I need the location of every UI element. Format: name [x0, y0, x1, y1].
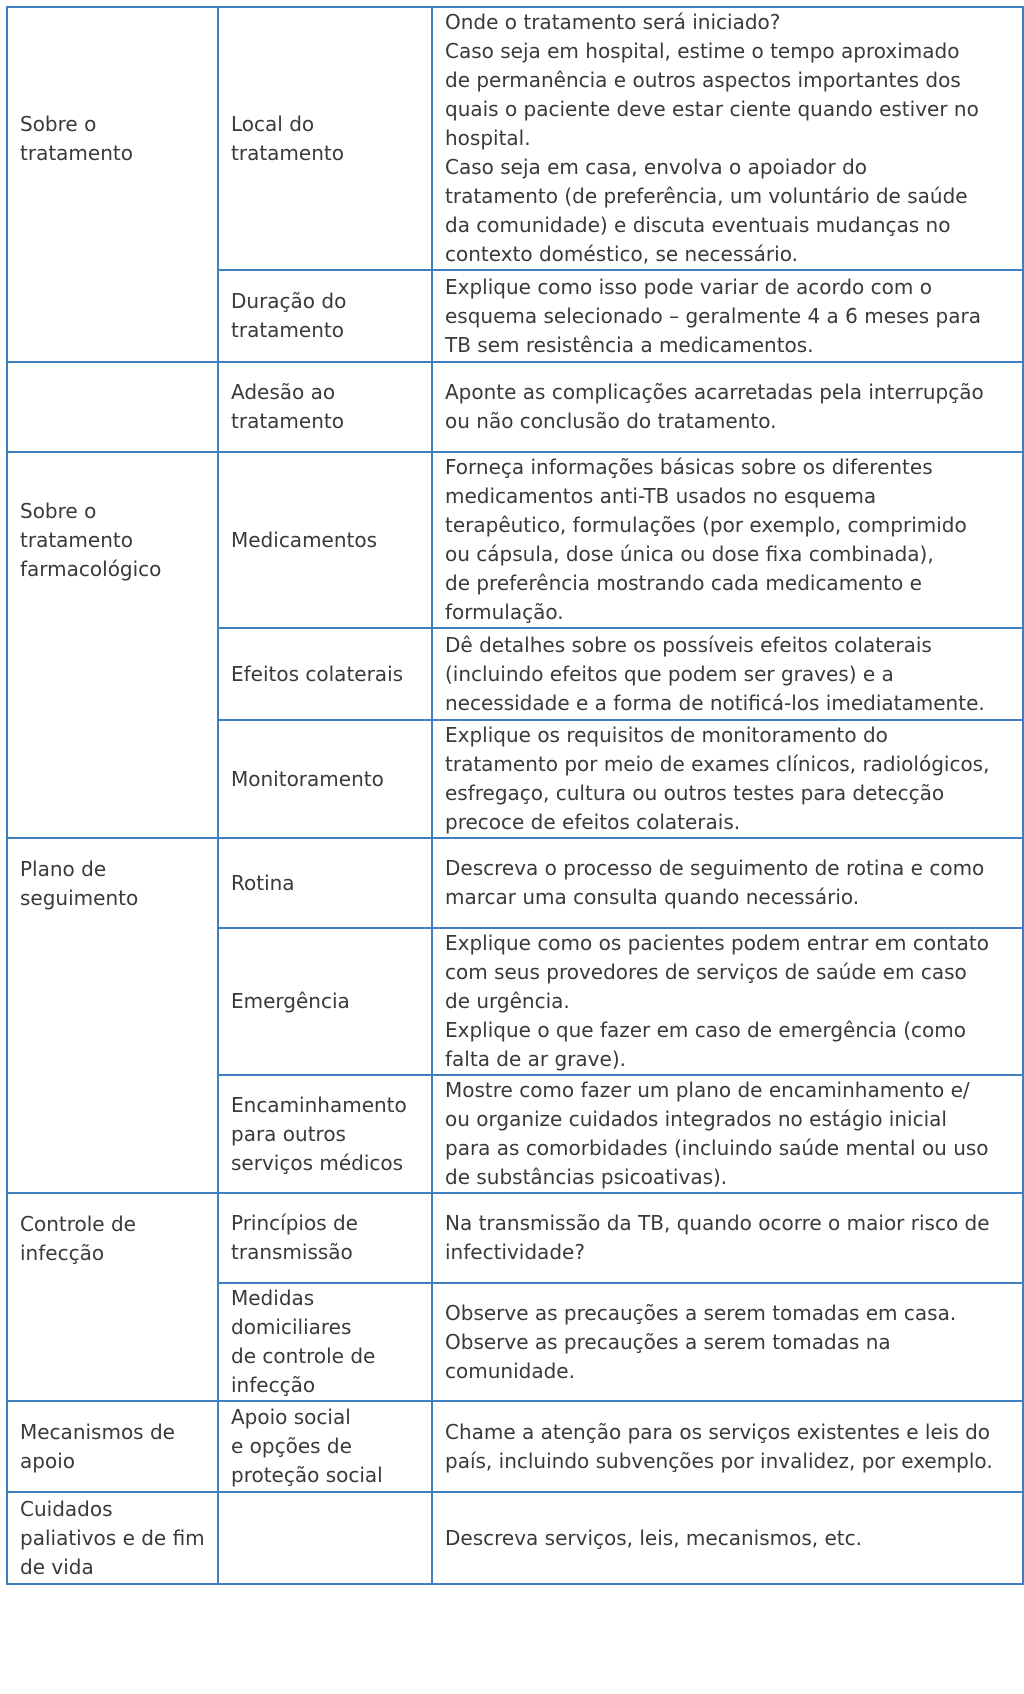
description-cell	[432, 720, 1023, 838]
description-line: hospital.	[445, 126, 531, 150]
subtopic-line: Duração do	[231, 289, 347, 313]
description-line: com seus provedores de serviços de saúde em caso	[445, 960, 967, 984]
topic-cell	[7, 928, 218, 1075]
description-line: Explique os requisitos de monitoramento do	[445, 723, 888, 747]
topic-line: Sobre o	[20, 499, 97, 523]
table-row	[7, 1492, 1023, 1584]
description-line: falta de ar grave).	[445, 1047, 626, 1071]
subtopic-cell	[218, 7, 432, 270]
subtopic-cell	[218, 1075, 432, 1193]
subtopic-line: Medicamentos	[231, 527, 378, 552]
description-line: terapêutico, formulações (por exemplo, comprimido	[445, 513, 967, 537]
topic-line: tratamento	[20, 141, 133, 165]
table-row	[7, 362, 1023, 452]
description-cell	[432, 1283, 1023, 1401]
table-row	[7, 452, 1023, 628]
subtopic-cell	[218, 1193, 432, 1283]
description-line: Explique como os pacientes podem entrar em contato	[445, 931, 989, 955]
topic-line: tratamento	[20, 528, 133, 552]
description-cell	[432, 1492, 1023, 1584]
description-line: de urgência.	[445, 989, 570, 1013]
topic-cell	[7, 1075, 218, 1193]
subtopic-line: Rotina	[231, 870, 295, 895]
subtopic-cell	[218, 838, 432, 928]
topic-line: paliativos e de fim	[20, 1525, 205, 1550]
topic-line: seguimento	[20, 885, 139, 910]
table-row	[7, 928, 1023, 1075]
subtopic-line: Adesão ao	[231, 380, 336, 404]
topic-cell	[7, 452, 218, 628]
description-line: Aponte as complicações acarretadas pela interrupção	[445, 380, 984, 404]
topic-line: Mecanismos de	[20, 1419, 175, 1444]
description-line: quais o paciente deve estar ciente quando estiver no	[445, 97, 979, 121]
description-cell	[432, 452, 1023, 628]
table-row	[7, 1401, 1023, 1492]
description-line: Na transmissão da TB, quando ocorre o maior risco de	[445, 1211, 990, 1235]
description-line: (incluindo efeitos que podem ser graves) e a	[445, 661, 894, 686]
description-cell	[432, 1401, 1023, 1492]
description-line: necessidade e a forma de notificá-los imediatamente.	[445, 690, 985, 715]
table-row	[7, 1193, 1023, 1283]
description-line: tratamento por meio de exames clínicos, radiológicos,	[445, 752, 990, 776]
table-row	[7, 838, 1023, 928]
description-line: esquema selecionado – geralmente 4 a 6 meses para	[445, 303, 981, 328]
description-cell	[432, 270, 1023, 362]
topic-cell	[7, 270, 218, 362]
description-line: Explique o que fazer em caso de emergência (como	[445, 1018, 966, 1042]
description-line: de preferência mostrando cada medicamento e	[445, 571, 922, 595]
topic-line: Cuidados	[20, 1496, 113, 1521]
description-line: esfregaço, cultura ou outros testes para detecção	[445, 781, 945, 805]
subtopic-cell	[218, 720, 432, 838]
subtopic-line: Monitoramento	[231, 766, 384, 791]
subtopic-line: infecção	[231, 1373, 316, 1397]
description-line: Observe as precauções a serem tomadas em casa.	[445, 1300, 957, 1325]
description-line: Mostre como fazer um plano de encaminhamento e/	[445, 1078, 970, 1102]
subtopic-line: serviços médicos	[231, 1150, 404, 1175]
subtopic-cell	[218, 928, 432, 1075]
subtopic-cell	[218, 452, 432, 628]
description-line: comunidade.	[445, 1358, 575, 1383]
description-line: para as comorbidades (incluindo saúde mental ou uso	[445, 1136, 989, 1160]
topic-cell	[7, 1401, 218, 1492]
subtopic-cell	[218, 1283, 432, 1401]
subtopic-cell	[218, 1401, 432, 1492]
subtopic-line: tratamento	[231, 318, 344, 342]
subtopic-line: de controle de	[231, 1344, 376, 1368]
subtopic-line: Apoio social	[231, 1405, 351, 1429]
subtopic-line: domiciliares	[231, 1315, 352, 1339]
description-line: precoce de efeitos colaterais.	[445, 810, 741, 834]
description-cell	[432, 362, 1023, 452]
description-line: Forneça informações básicas sobre os diferentes	[445, 455, 933, 479]
subtopic-cell	[218, 628, 432, 720]
description-cell	[432, 928, 1023, 1075]
description-line: ou organize cuidados integrados no estágio inicial	[445, 1107, 947, 1131]
description-line: da comunidade) e discuta eventuais mudanças no	[445, 213, 951, 237]
description-cell	[432, 1075, 1023, 1193]
topic-line: Plano de	[20, 856, 107, 881]
topic-cell	[7, 1492, 218, 1584]
table-row	[7, 1075, 1023, 1193]
description-line: Onde o tratamento será iniciado?	[445, 10, 781, 34]
description-cell	[432, 628, 1023, 720]
topic-cell	[7, 1283, 218, 1401]
topic-line: infecção	[20, 1240, 105, 1265]
subtopic-line: proteção social	[231, 1463, 383, 1487]
description-line: de permanência e outros aspectos importantes dos	[445, 68, 961, 92]
description-cell	[432, 1193, 1023, 1283]
subtopic-line: tratamento	[231, 140, 344, 165]
topic-cell	[7, 7, 218, 270]
subtopic-line: Encaminhamento	[231, 1092, 407, 1117]
subtopic-line: tratamento	[231, 409, 344, 433]
description-line: infectividade?	[445, 1240, 585, 1264]
description-line: Observe as precauções a serem tomadas na	[445, 1329, 891, 1354]
subtopic-cell	[218, 1492, 432, 1584]
description-line: Caso seja em casa, envolva o apoiador do	[445, 155, 868, 179]
description-cell	[432, 838, 1023, 928]
description-line: TB sem resistência a medicamentos.	[445, 332, 814, 357]
topic-line: de vida	[20, 1554, 94, 1579]
description-line: Descreva serviços, leis, mecanismos, etc.	[445, 1525, 862, 1550]
subtopic-line: transmissão	[231, 1240, 353, 1264]
subtopic-line: Efeitos colaterais	[231, 661, 404, 686]
subtopic-line: para outros	[231, 1121, 346, 1146]
description-line: formulação.	[445, 600, 564, 624]
topic-cell	[7, 1193, 218, 1283]
description-line: marcar uma consulta quando necessário.	[445, 885, 860, 909]
subtopic-line: Medidas	[231, 1286, 315, 1310]
table-row	[7, 628, 1023, 720]
description-line: Caso seja em hospital, estime o tempo aproximado	[445, 39, 960, 63]
description-line: país, incluindo subvenções por invalidez, por exemplo.	[445, 1448, 993, 1473]
description-line: Chame a atenção para os serviços existentes e leis do	[445, 1419, 991, 1444]
topic-cell	[7, 720, 218, 838]
education-topics-table	[6, 6, 1024, 1585]
description-line: ou não conclusão do tratamento.	[445, 409, 777, 433]
subtopic-cell	[218, 362, 432, 452]
description-line: Explique como isso pode variar de acordo com o	[445, 274, 932, 299]
table-row	[7, 270, 1023, 362]
description-line: Descreva o processo de seguimento de rotina e como	[445, 856, 985, 880]
description-line: Dê detalhes sobre os possíveis efeitos colaterais	[445, 632, 932, 657]
description-line: de substâncias psicoativas).	[445, 1165, 728, 1189]
subtopic-cell	[218, 270, 432, 362]
description-line: ou cápsula, dose única ou dose fixa combinada),	[445, 542, 934, 566]
topic-line: farmacológico	[20, 557, 162, 581]
description-cell	[432, 7, 1023, 270]
topic-cell	[7, 628, 218, 720]
topic-line: Sobre o	[20, 112, 97, 136]
table-row	[7, 1283, 1023, 1401]
table-row	[7, 720, 1023, 838]
description-line: medicamentos anti-TB usados no esquema	[445, 484, 877, 508]
subtopic-line: e opções de	[231, 1434, 352, 1458]
topic-cell	[7, 362, 218, 452]
table-body	[7, 7, 1023, 1584]
subtopic-line: Local do	[231, 111, 315, 136]
subtopic-line: Emergência	[231, 989, 350, 1013]
topic-line: apoio	[20, 1448, 75, 1473]
description-line: contexto doméstico, se necessário.	[445, 242, 798, 266]
topic-line: Controle de	[20, 1211, 136, 1236]
topic-cell	[7, 838, 218, 928]
description-line: tratamento (de preferência, um voluntário de saúde	[445, 184, 968, 208]
table-row	[7, 7, 1023, 270]
subtopic-line: Princípios de	[231, 1211, 358, 1235]
